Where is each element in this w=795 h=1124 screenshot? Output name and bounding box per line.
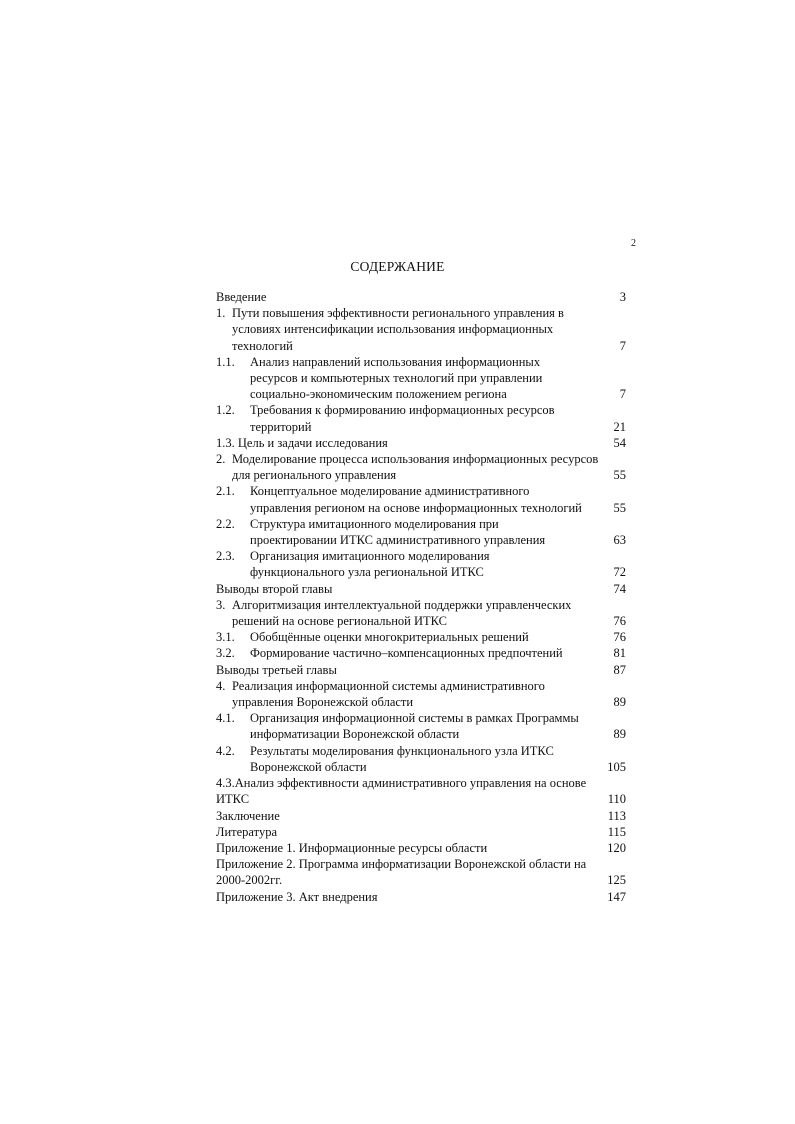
- toc-entry: [216, 305, 630, 354]
- toc-entry: [216, 451, 630, 483]
- toc-entry-page: 55: [613, 468, 626, 483]
- toc-entry-page: 21: [613, 419, 626, 434]
- toc-entry-number: 4.: [216, 678, 226, 693]
- toc-entry-text: Введение: [216, 290, 267, 304]
- toc-entry: [216, 856, 630, 888]
- toc-entry-page: 89: [613, 727, 626, 742]
- toc-entry-page: 147: [607, 889, 626, 904]
- toc-entry-text: 1.3. Цель и задачи исследования: [216, 435, 388, 450]
- toc-entry-text: Организация информационной системы в рамках Программы информатизации Воронежской области: [250, 711, 579, 742]
- toc-entry-page: 63: [613, 533, 626, 548]
- toc-entry: [216, 402, 630, 434]
- toc-entry-number: 3.2.: [216, 646, 235, 661]
- toc-entry-text: Алгоритмизация интеллектуальной поддержки управленческих решений на основе региональной ИТКС: [232, 597, 572, 629]
- toc-entry: [216, 597, 630, 629]
- toc-entry-text: Пути повышения эффективности регионального управления в условиях интенсификации использования информационных технологий: [232, 306, 564, 353]
- toc-entry-page: 7: [619, 338, 626, 353]
- toc-entry-text: Концептуальное моделирование административного управления регионом на основе информационных технологий: [250, 484, 582, 515]
- toc-entry: [216, 516, 630, 548]
- toc-entry-page: 76: [613, 630, 626, 645]
- toc-entry-number: 2.3.: [216, 549, 235, 564]
- toc-entry-page: 72: [613, 565, 626, 580]
- toc-entry: [216, 775, 630, 807]
- toc-entry: [216, 662, 630, 678]
- toc-entry-text: Приложение 1. Информационные ресурсы области: [216, 840, 488, 855]
- toc-entry-page: 55: [613, 500, 626, 515]
- toc-entry: [216, 710, 630, 742]
- toc-entry: [216, 678, 630, 710]
- toc-entry-text: 4.3.Анализ эффективности административного управления на основе ИТКС: [216, 776, 587, 807]
- toc-entry-number: 3.: [216, 597, 226, 612]
- toc-entry-page: 113: [607, 808, 626, 823]
- toc-entry-number: 3.1.: [216, 630, 235, 645]
- toc-entry-text: Приложение 2. Программа информатизации Воронежской области на 2000-2002гг.: [216, 857, 587, 888]
- toc-entry-text: Литература: [216, 824, 277, 839]
- toc-entry-page: 81: [613, 646, 626, 661]
- toc-entry-number: 1.: [216, 306, 226, 321]
- toc-entry-number: 1.2.: [216, 403, 235, 418]
- toc-entry: [216, 889, 630, 905]
- toc-entry: [216, 840, 630, 856]
- toc-entry-text: Выводы третьей главы: [216, 662, 337, 677]
- toc-entry-page: 115: [607, 824, 626, 839]
- table-of-contents: [216, 289, 630, 905]
- toc-entry-page: 76: [613, 614, 626, 629]
- toc-entry-page: 125: [607, 873, 626, 888]
- toc-entry-number: 1.1.: [216, 354, 235, 369]
- toc-entry-text: Реализация информационной системы административного управления Воронежской области: [232, 678, 545, 710]
- page-title: СОДЕРЖАНИЕ: [350, 259, 445, 274]
- toc-entry: [216, 808, 630, 824]
- toc-entry-number: 4.1.: [216, 711, 235, 726]
- toc-entry: [216, 645, 630, 661]
- toc-entry-text: Обобщённые оценки многокритериальных решений: [250, 630, 529, 645]
- toc-entry-page: 105: [607, 759, 626, 774]
- toc-entry: [216, 824, 630, 840]
- toc-entry-text: Организация имитационного моделирования функционального узла региональной ИТКС: [250, 549, 490, 580]
- toc-entry-page: 74: [613, 581, 626, 596]
- toc-entry-text: Результаты моделирования функционального узла ИТКС Воронежской области: [250, 743, 554, 774]
- toc-entry-page: 120: [607, 840, 626, 855]
- toc-entry-text: Требования к формированию информационных ресурсов территорий: [250, 403, 555, 434]
- toc-entry-page: 3: [619, 290, 626, 304]
- toc-entry-text: Структура имитационного моделирования при проектировании ИТКС административного управления: [250, 516, 546, 548]
- toc-entry-number: 2.1.: [216, 484, 235, 499]
- toc-entry-page: 7: [619, 387, 626, 402]
- page-number: 2: [631, 238, 636, 249]
- toc-entry: [216, 354, 630, 403]
- toc-entry: [216, 548, 630, 580]
- toc-entry: [216, 629, 630, 645]
- toc-entry: [216, 289, 630, 305]
- toc-entry-page: 89: [613, 695, 626, 710]
- toc-entry-text: Анализ направлений использования информационных ресурсов и компьютерных технологий при управлении социально-экономическим положением региона: [250, 354, 543, 402]
- toc-entry-number: 4.2.: [216, 743, 235, 758]
- toc-entry-page: 54: [613, 435, 626, 450]
- toc-entry-page: 110: [607, 792, 626, 807]
- toc-entry-text: Приложение 3. Акт внедрения: [216, 889, 378, 904]
- toc-entry: [216, 435, 630, 451]
- toc-entry-number: 2.: [216, 452, 226, 467]
- toc-entry: [216, 581, 630, 597]
- toc-entry-number: 2.2.: [216, 516, 235, 531]
- toc-entry-text: Заключение: [216, 808, 280, 823]
- toc-entry: [216, 743, 630, 775]
- toc-entry: [216, 483, 630, 515]
- toc-entry-text: Моделирование процесса использования информационных ресурсов для регионального управления: [232, 452, 599, 483]
- toc-entry-text: Выводы второй главы: [216, 581, 333, 596]
- toc-entry-page: 87: [613, 662, 626, 677]
- toc-entry-text: Формирование частично–компенсационных предпочтений: [250, 646, 563, 661]
